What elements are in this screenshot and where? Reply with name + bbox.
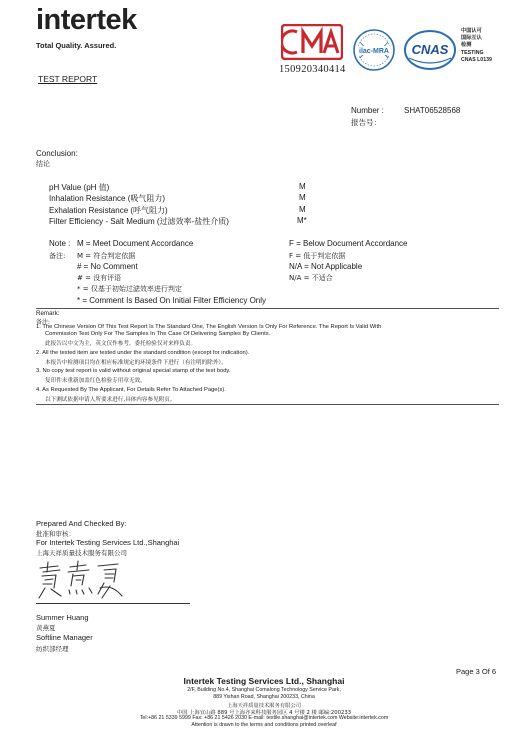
remark-item: 4. As Requested By The Applicant, For Details Refer To Attached Page(s). [36,387,226,393]
note-below-cn: F = 低于判定依据 [289,252,346,260]
conclusion-row-result: M [299,193,306,202]
footer-notice: Attention is drawn to the terms and conditions printed overleaf [191,722,337,728]
signer-title-cn: 纺织部经理 [36,645,69,653]
note-prefix: Note : [49,239,71,248]
conclusion-row-label: Exhalation Resistance (呼气阻力) [49,206,168,215]
signer-name: Summer Huang [36,613,89,622]
ilac-mra-icon [352,28,396,72]
note-no-comment: # = No Comment [77,262,138,271]
conclusion-title: Conclusion: [36,149,78,158]
footer-address-cn: 中国 上海宜山路 889 号上海齐来科技服务园区 4 号楼 2 楼 邮编:200233 [176,710,352,716]
prepared-by-label-cn: 批准和审核： [36,530,75,538]
remark-item-continued: Commission Test Only For The Samples In The Case Of Delivering Samples By Clients. [45,331,271,337]
cnas-icon [403,28,457,72]
remark-item: 2. All the tested item are tested under the standard condition (except for indication). [36,350,250,356]
page-number: Page 3 Of 6 [456,667,497,676]
cnas-label: CNAS [411,42,449,57]
remark-item-cn: 以下测试依据申请人所要求进行,具体内容参见附页。 [45,397,176,403]
conclusion-row-result: M [299,182,306,191]
footer-company: Intertek Testing Services Ltd., Shanghai [183,676,345,686]
cma-seal-icon [281,24,343,60]
footer-contact: Tel:+86 21 5339 5999 Fax: +86 21 5426 2030 E-mail: textile.shanghai@intertek.com Website:intertek.com [139,715,389,721]
cma-code: 150920340414 [279,64,346,75]
intertek-logo: intertek [36,4,137,36]
conclusion-row-result: M* [297,216,307,225]
prepared-by-label: Prepared And Checked By: [36,519,127,528]
note-na: N/A = Not Applicable [289,262,363,271]
footer-company-cn: 上海天祥质量技术服务有限公司 [226,703,302,709]
signer-name-cn: 黄燕夏 [36,624,56,632]
conclusion-title-cn: 结论 [36,160,50,168]
note-prefix-cn: 备注: [49,252,66,260]
signing-company-cn: 上海天祥质量技术服务有限公司 [36,549,127,557]
remark-item: 1. The Chinese Version Of This Test Report Is The Standard One, The English Version Is Only For Reference. The Report Is Valid With [36,324,382,330]
note-meet-cn: M = 符合判定依据 [77,252,136,260]
accreditation-text: 中国认可 国际互认 检测 TESTING CNAS L0139 [461,28,492,63]
logo-tagline: Total Quality. Assured. [36,41,117,50]
remark-title: Remark: [36,310,60,317]
conclusion-row-label: Inhalation Resistance (吸气阻力) [49,194,166,203]
report-title: TEST REPORT [38,74,98,84]
remark-item: 3. No copy test report is valid without original special stamp of the test body. [36,368,231,374]
signer-title: Softline Manager [36,633,93,642]
note-below: F = Below Document Accordance [289,239,408,248]
remark-item-cn: 此报告以中文为主，英文仅作参考。委托检验仅对来样负责。 [45,341,197,347]
report-number-label: Number : [351,106,384,115]
ilac-label: ilac-MRA [359,48,389,55]
report-number-label-cn: 报告号： [351,118,381,127]
remark-title-cn: 备注: [36,319,51,326]
signing-company: For Intertek Testing Services Ltd.,Shanghai [36,538,180,547]
note-initial: * = Comment Is Based On Initial Filter Efficiency Only [77,296,267,305]
remark-item-cn: 复印件未重新加盖红色检验专用章无效。 [45,378,146,384]
note-meet: M = Meet Document Accordance [77,239,194,248]
divider [36,308,499,309]
note-no-comment-cn: # = 没有评语 [77,274,122,282]
note-na-cn: N/A = 不适合 [289,274,333,282]
note-initial-cn: * = 仅基于初始过滤效率进行判定 [77,285,182,293]
divider [36,404,499,405]
conclusion-row-label: pH Value (pH 值) [49,183,110,192]
signature-line [36,603,190,604]
conclusion-row-label: Filter Efficiency - Salt Medium (过滤效率-盐性介质) [49,217,229,226]
conclusion-row-result: M [299,205,306,214]
remark-item-cn: 本报告中检测项目均在相应标准规定的环境条件下进行（有注明的除外）。 [45,360,227,366]
handwritten-signature [34,558,134,602]
footer-address-2: 889 Yishan Road, Shanghai 200233, China [213,694,315,700]
footer-address: 2/F, Building No.4, Shanghai Comalong Technology Service Park, [187,687,341,693]
report-number-value: SHAT06528568 [404,106,461,115]
